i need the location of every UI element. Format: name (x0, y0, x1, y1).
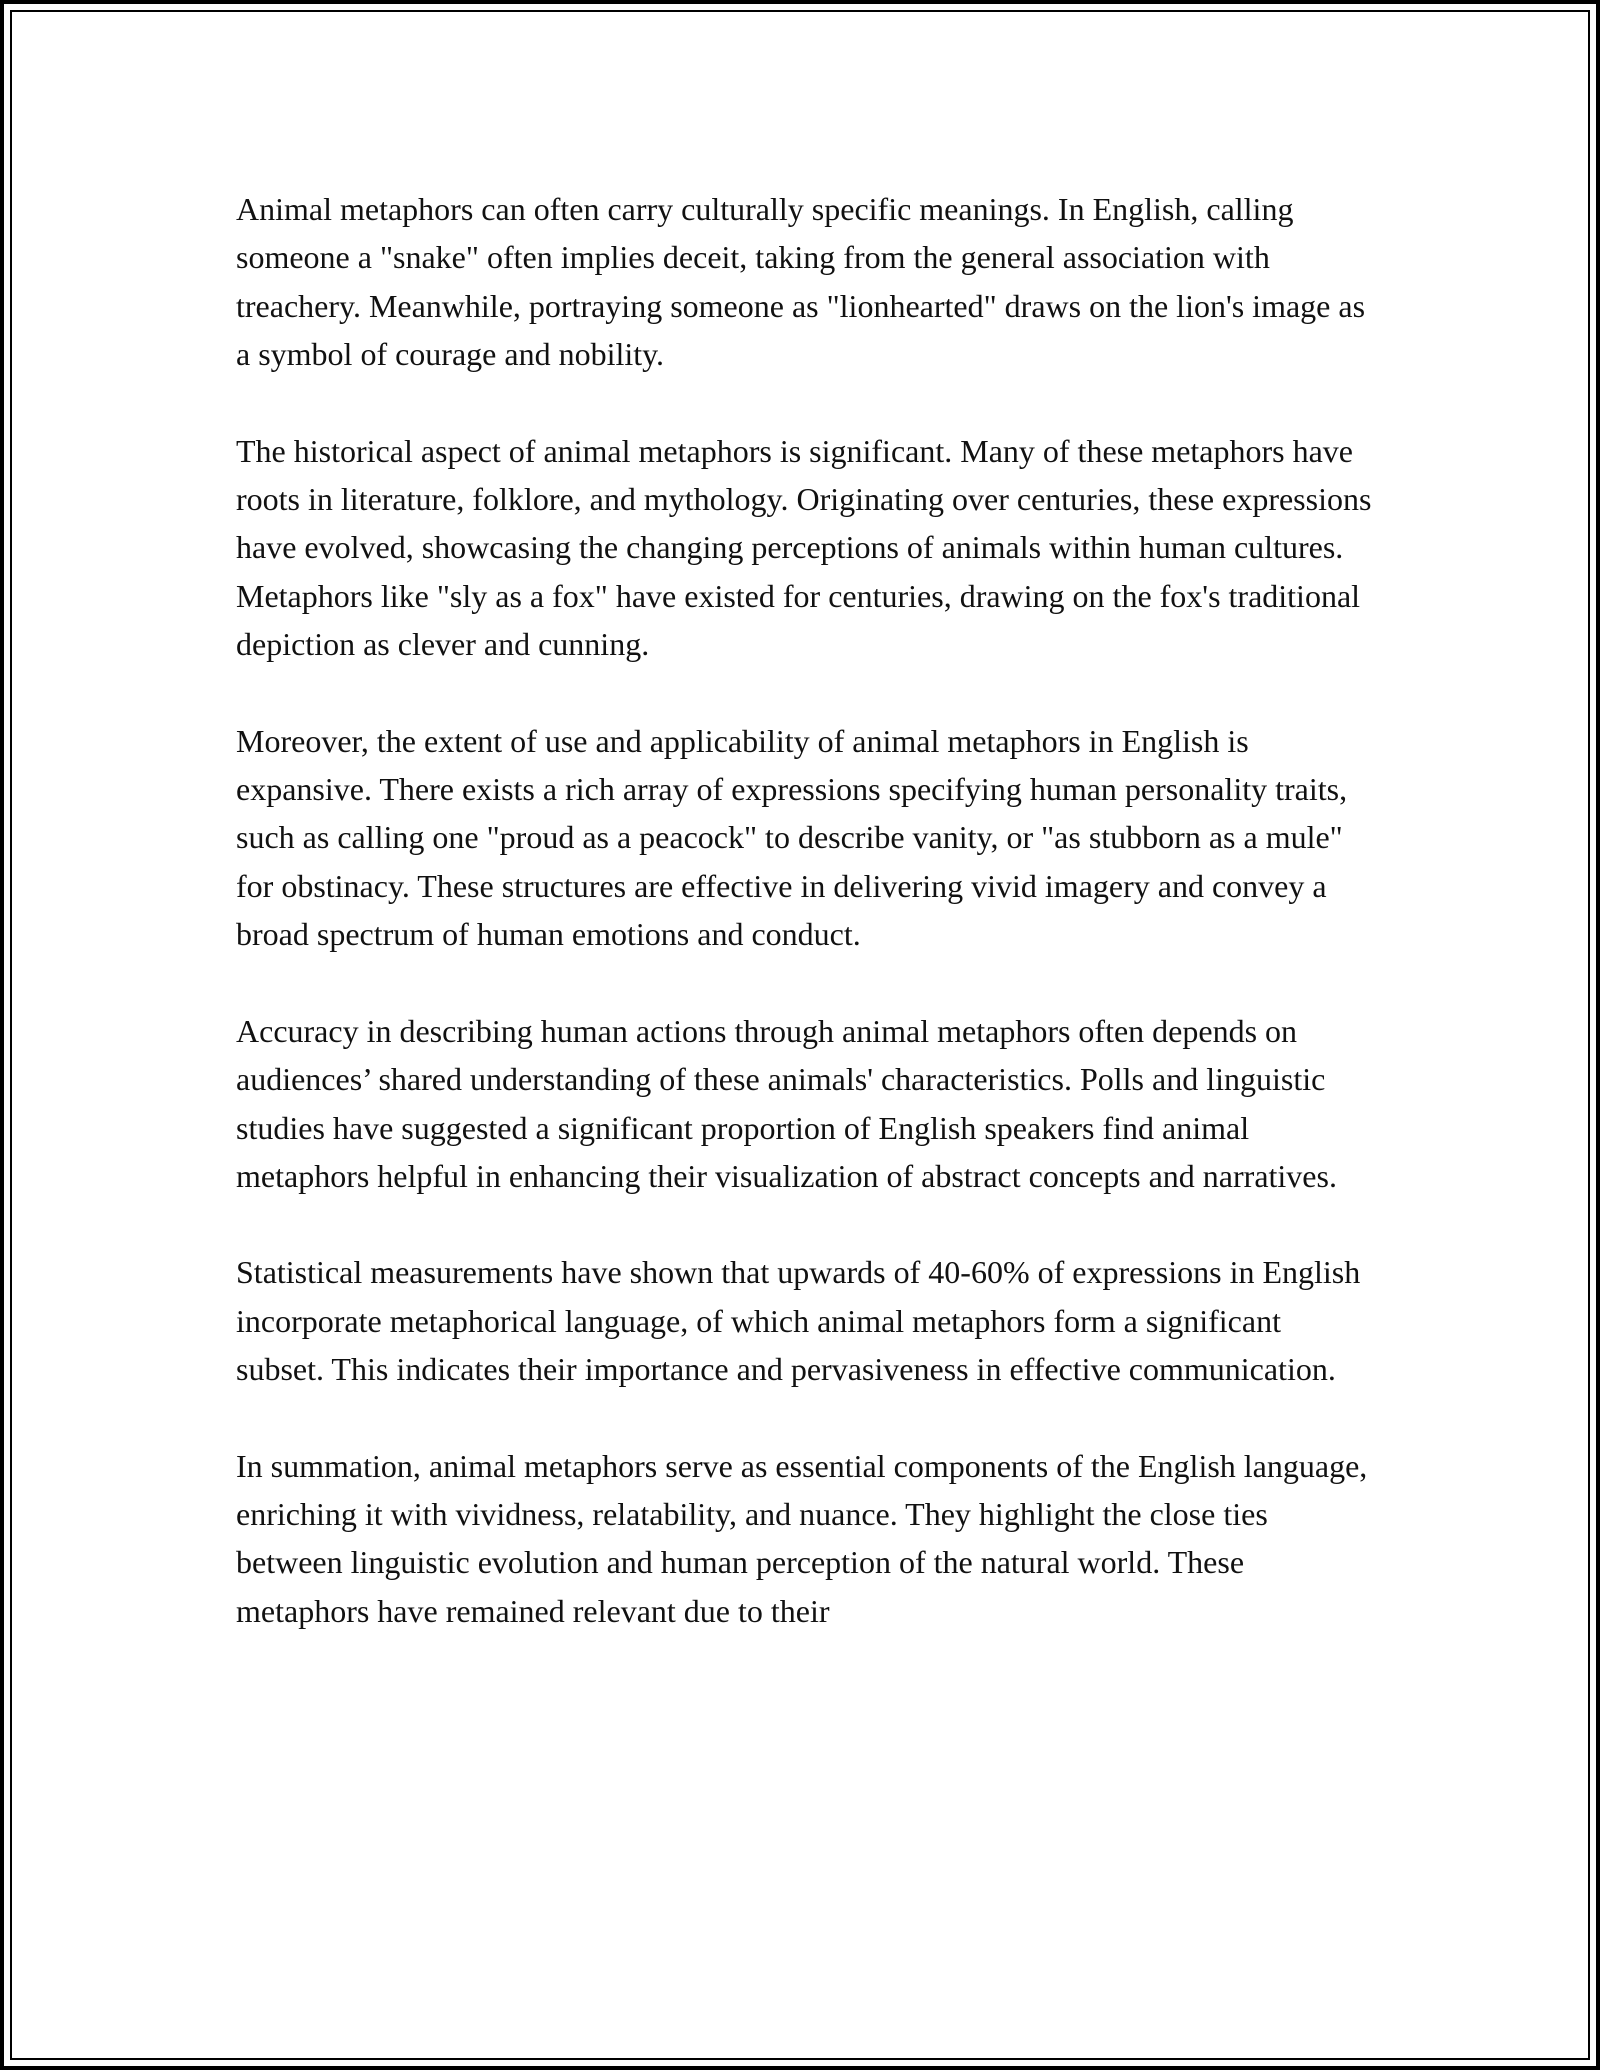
paragraph-summation: In summation, animal metaphors serve as essential components of the English language, enriching it with vividness, relatability, and nuance. They highlight the close ties between linguistic evolution and human perception of the natural world. These metaphors have remained relevant due to their (236, 1447, 1368, 1629)
paragraph-extent-of-use: Moreover, the extent of use and applicability of animal metaphors in English is expansive. There exists a rich array of expressions specifying human personality traits, such as calling one "proud as a peacock" to describe vanity, or "as stubborn as a mule" for obstinacy. These structures are effective in delivering vivid imagery and convey a broad spectrum of human emotions and conduct. (236, 722, 1348, 953)
document-body (236, 185, 1374, 1683)
paragraph-accuracy: Accuracy in describing human actions through animal metaphors often depends on audiences’ shared understanding of these animals' characteristics. Polls and linguistic studies have suggested a significant proportion of English speakers find animal metaphors helpful in enhancing their visualization of abstract concepts and narratives. (236, 1012, 1337, 1194)
paragraph-statistics: Statistical measurements have shown that upwards of 40-60% of expressions in English incorporate metaphorical language, of which animal metaphors form a significant subset. This indicates their importance and pervasiveness in effective communication. (236, 1254, 1361, 1388)
paragraph-historical-aspect: The historical aspect of animal metaphors is significant. Many of these metaphors have roots in literature, folklore, and mythology. Originating over centuries, these expressions have evolved, showcasing the changing perceptions of animals within human cultures. Metaphors like "sly as a fox" have existed for centuries, drawing on the fox's traditional depiction as clever and cunning. (236, 432, 1372, 663)
paragraph-cultural-meanings: Animal metaphors can often carry culturally specific meanings. In English, calling someone a "snake" often implies deceit, taking from the general association with treachery. Meanwhile, portraying someone as "lionhearted" draws on the lion's image as a symbol of courage and nobility. (236, 191, 1366, 373)
